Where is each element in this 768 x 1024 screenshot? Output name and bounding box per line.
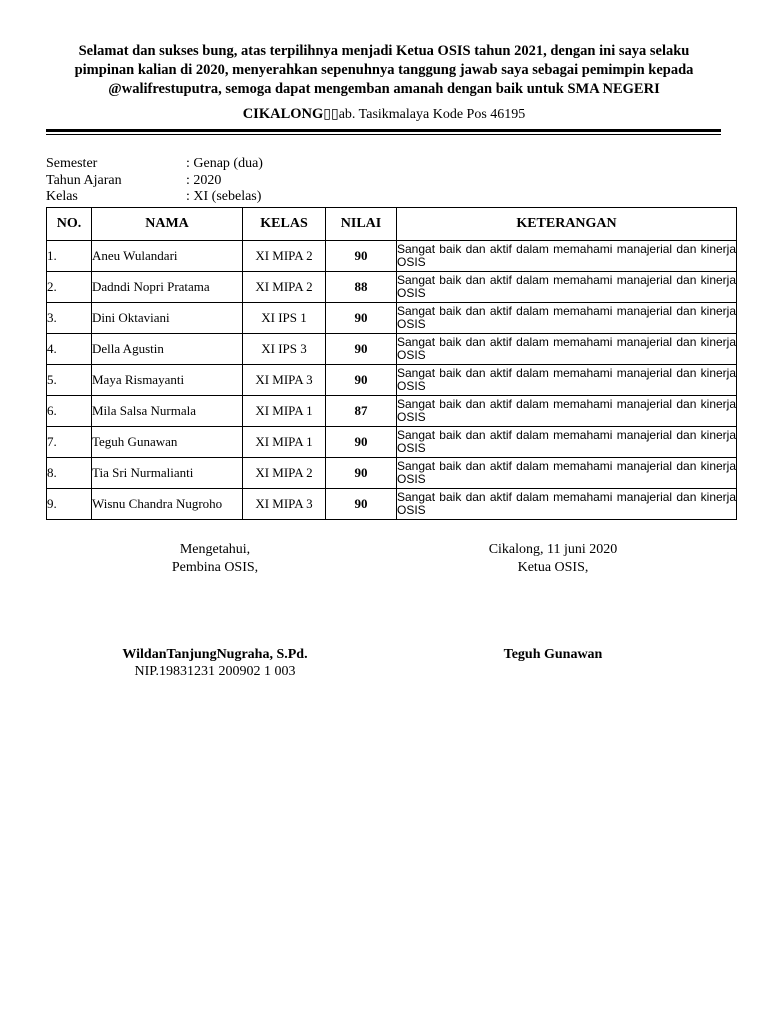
table-row <box>47 272 737 303</box>
table-row <box>47 458 737 489</box>
cell-no: 1. <box>47 241 92 272</box>
cell-keterangan: Sangat baik dan aktif dalam memahami manajerial dan kinerja OSIS <box>397 489 737 520</box>
cell-no: 2. <box>47 272 92 303</box>
place-date: Cikalong, 11 juni 2020 <box>488 542 618 557</box>
table-row <box>47 303 737 334</box>
header-kelas: KELAS <box>243 208 326 241</box>
cell-no: 9. <box>47 489 92 520</box>
cell-nilai: 90 <box>326 458 397 489</box>
cell-keterangan: Sangat baik dan aktif dalam memahami manajerial dan kinerja OSIS <box>397 365 737 396</box>
cell-nama: Wisnu Chandra Nugroho <box>92 489 243 520</box>
tahun-ajaran-row <box>46 173 263 190</box>
cell-nama: Maya Rismayanti <box>92 365 243 396</box>
school-address <box>40 106 728 123</box>
cell-keterangan: Sangat baik dan aktif dalam memahami manajerial dan kinerja OSIS <box>397 272 737 303</box>
header-divider-thick <box>46 129 721 132</box>
document-header <box>40 42 728 99</box>
tahun-ajaran-value: : 2020 <box>186 172 222 188</box>
cell-kelas: XI IPS 1 <box>243 303 326 334</box>
cell-kelas: XI MIPA 1 <box>243 427 326 458</box>
tahun-ajaran-label: Tahun Ajaran <box>46 172 122 188</box>
cell-nama: Dadndi Nopri Pratama <box>92 272 243 303</box>
mengetahui-label: Mengetahui, <box>179 542 251 557</box>
cell-nilai: 90 <box>326 489 397 520</box>
cell-keterangan: Sangat baik dan aktif dalam memahami manajerial dan kinerja OSIS <box>397 334 737 365</box>
cell-nama: Aneu Wulandari <box>92 241 243 272</box>
cell-nilai: 88 <box>326 272 397 303</box>
cell-nama: Dini Oktaviani <box>92 303 243 334</box>
cell-no: 6. <box>47 396 92 427</box>
semester-label: Semester <box>46 156 98 171</box>
pembina-name: WildanTanjungNugraha, S.Pd. <box>122 647 308 662</box>
table-header-row <box>47 208 737 241</box>
missing-glyph: ▯▯ <box>323 107 339 122</box>
cell-keterangan: Sangat baik dan aktif dalam memahami manajerial dan kinerja OSIS <box>397 458 737 489</box>
cell-nama: Teguh Gunawan <box>92 427 243 458</box>
ketua-role: Ketua OSIS, <box>517 560 589 575</box>
cell-nama: Mila Salsa Nurmala <box>92 396 243 427</box>
cell-keterangan: Sangat baik dan aktif dalam memahami manajerial dan kinerja OSIS <box>397 427 737 458</box>
class-info <box>46 156 263 206</box>
cell-nama: Della Agustin <box>92 334 243 365</box>
kelas-value: : XI (sebelas) <box>186 189 262 204</box>
semester-row <box>46 156 263 173</box>
grades-table <box>46 207 737 520</box>
cell-nama: Tia Sri Nurmalianti <box>92 458 243 489</box>
cell-no: 5. <box>47 365 92 396</box>
header-keterangan: KETERANGAN <box>397 208 737 241</box>
cell-kelas: XI MIPA 3 <box>243 365 326 396</box>
cell-nilai: 90 <box>326 334 397 365</box>
table-row <box>47 427 737 458</box>
cell-no: 8. <box>47 458 92 489</box>
semester-value: : Genap (dua) <box>186 156 263 171</box>
header-line-1: Selamat dan sukses bung, atas terpilihnya menjadi Ketua OSIS tahun 2021, dengan ini saya selaku <box>78 43 690 59</box>
table-row <box>47 365 737 396</box>
table-row <box>47 396 737 427</box>
header-nama: NAMA <box>92 208 243 241</box>
ketua-name: Teguh Gunawan <box>503 647 603 662</box>
cell-keterangan: Sangat baik dan aktif dalam memahami manajerial dan kinerja OSIS <box>397 303 737 334</box>
cell-kelas: XI MIPA 3 <box>243 489 326 520</box>
kelas-label: Kelas <box>46 189 78 204</box>
header-line-2: pimpinan kalian di 2020, menyerahkan sepenuhnya tanggung jawab saya sebagai pemimpin kepada <box>74 62 694 78</box>
cell-no: 4. <box>47 334 92 365</box>
header-divider-thin <box>46 134 721 135</box>
pembina-role: Pembina OSIS, <box>171 560 259 575</box>
cell-kelas: XI MIPA 2 <box>243 272 326 303</box>
cell-no: 3. <box>47 303 92 334</box>
table-row <box>47 334 737 365</box>
cell-no: 7. <box>47 427 92 458</box>
table-row <box>47 241 737 272</box>
cell-kelas: XI MIPA 1 <box>243 396 326 427</box>
signature-block-left <box>95 541 335 577</box>
cell-nilai: 90 <box>326 365 397 396</box>
signature-block-right <box>433 541 673 577</box>
cell-keterangan: Sangat baik dan aktif dalam memahami manajerial dan kinerja OSIS <box>397 396 737 427</box>
header-line-3: @walifrestuputra, semoga dapat mengemban amanah dengan baik untuk SMA NEGERI <box>108 81 660 97</box>
cell-kelas: XI IPS 3 <box>243 334 326 365</box>
cell-kelas: XI MIPA 2 <box>243 458 326 489</box>
cell-keterangan: Sangat baik dan aktif dalam memahami manajerial dan kinerja OSIS <box>397 241 737 272</box>
school-name: CIKALONG <box>242 106 324 122</box>
pembina-nip: NIP.19831231 200902 1 003 <box>134 664 296 679</box>
table-row <box>47 489 737 520</box>
cell-nilai: 87 <box>326 396 397 427</box>
cell-kelas: XI MIPA 2 <box>243 241 326 272</box>
cell-nilai: 90 <box>326 241 397 272</box>
header-no: NO. <box>47 208 92 241</box>
address-text: ab. Tasikmalaya Kode Pos 46195 <box>338 107 526 122</box>
cell-nilai: 90 <box>326 427 397 458</box>
header-nilai: NILAI <box>326 208 397 241</box>
cell-nilai: 90 <box>326 303 397 334</box>
kelas-row <box>46 189 263 206</box>
